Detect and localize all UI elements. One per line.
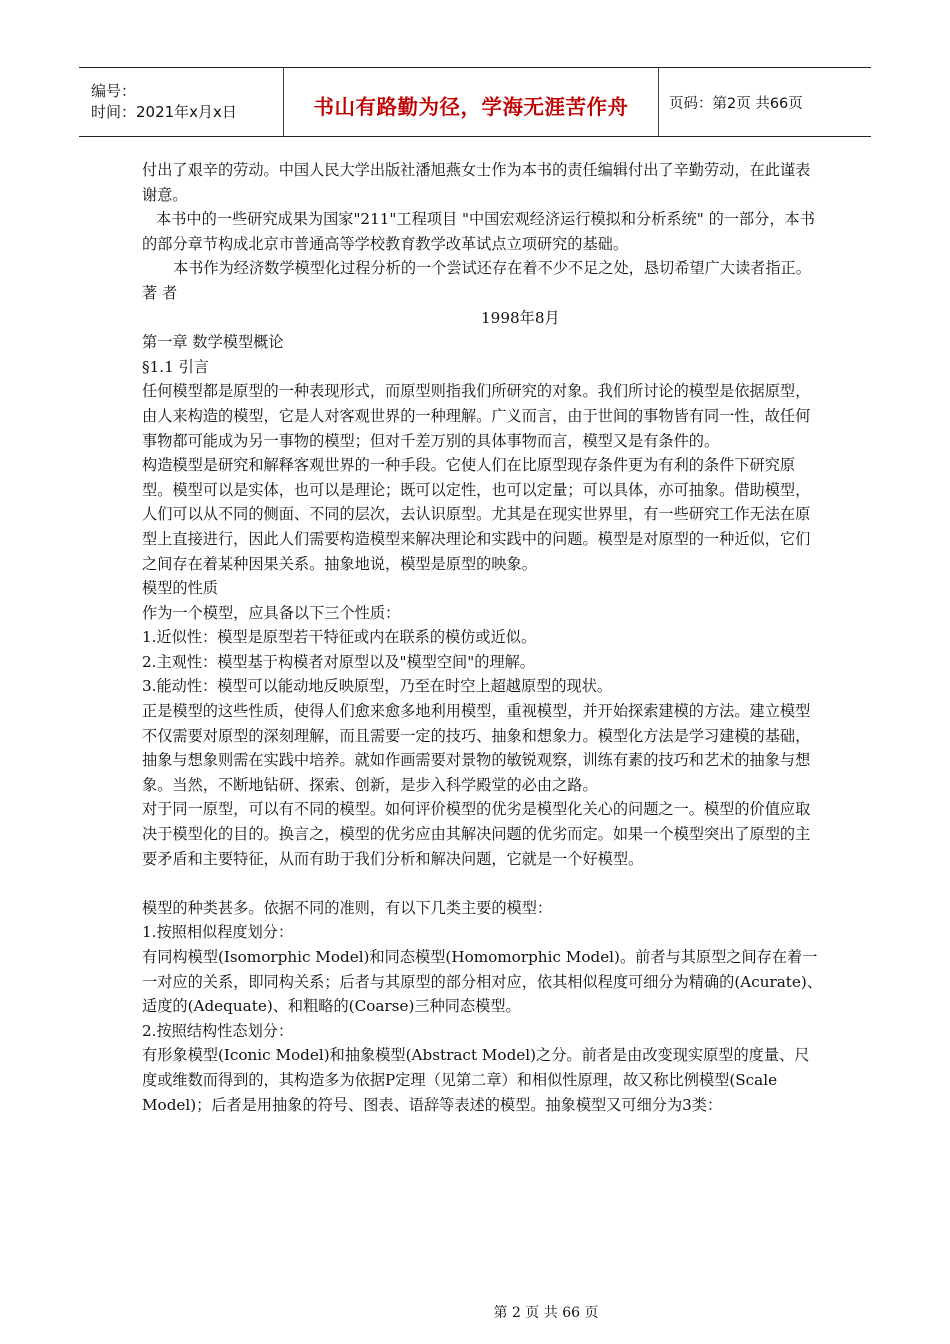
paragraph: 有同构模型(Isomorphic Model)和同态模型(Homomorphic Model)。前者与其原型之间存在着一一对应的关系，即同构关系；后者与其原型的部分相对应，依其相似程度可细分为精确的(Acurate)、适度的(Adequate)、和粗略的(Coarse)三种同态模型。 [142, 948, 823, 1016]
motto-text: 书山有路勤为径，学海无涯苦作舟 [313, 95, 629, 119]
paragraph: 对于同一原型，可以有不同的模型。如何评价模型的优劣是模型化关心的问题之一。模型的价值应取决于模型化的目的。换言之，模型的优劣应由其解决问题的优劣而定。如果一个模型突出了原型的主要矛盾和主要特征，从而有助于我们分析和解决问题，它就是一个好模型。 [142, 800, 811, 868]
classification-heading: 2.按照结构性态划分： [142, 1021, 294, 1040]
paragraph: 本书中的一些研究成果为国家"211"工程项目 "中国宏观经济运行模拟和分析系统" 的一部分，本书的部分章节构成北京市普通高等学校教育教学改革试点立项研究的基础。 [142, 210, 815, 253]
list-item: 3.能动性：模型可以能动地反映原型，乃至在时空上超越原型的现状。 [142, 677, 613, 696]
paragraph: 任何模型都是原型的一种表现形式，而原型则指我们所研究的对象。我们所讨论的模型是依据原型，由人来构造的模型，它是人对客观世界的一种理解。广义而言，由于世间的事物皆有同一性，故任何事物都可能成为另一事物的模型；但对千差万别的具体事物而言，模型又是有条件的。 [142, 382, 811, 450]
author-signature: 著 者 [142, 283, 178, 302]
page-header [79, 67, 871, 137]
footer-page-number: 第 2 页 共 66 页 [493, 1305, 599, 1321]
page-info-text: 页码：第2页 共66页 [669, 95, 803, 112]
paragraph: 付出了艰辛的劳动。中国人民大学出版社潘旭燕女士作为本书的责任编辑付出了辛勤劳动，在此谨表谢意。 [142, 161, 811, 204]
paragraph: 模型的种类甚多。依据不同的准则，有以下几类主要的模型： [142, 898, 553, 917]
number-label: 编号： [91, 82, 137, 100]
section-title: §1.1 引言 [142, 357, 209, 376]
header-page-info [659, 68, 871, 136]
paragraph: 正是模型的这些性质，使得人们愈来愈多地利用模型，重视模型，并开始探索建模的方法。建立模型不仅需要对原型的深刻理解，而且需要一定的技巧、抽象和想象力。模型化方法是学习建模的基础，抽象与想象则需在实践中培养。就如作画需要对景物的敏锐观察，训练有素的技巧和艺术的抽象与想象。当然，不断地钻研、探索、创新，是步入科学殿堂的必由之路。 [142, 702, 811, 794]
list-item: 1.近似性：模型是原型若干特征或内在联系的模仿或近似。 [142, 628, 537, 647]
time-label: 时间：2021年x月x日 [91, 103, 237, 121]
subheading: 模型的性质 [142, 579, 218, 598]
paragraph: 有形象模型(Iconic Model)和抽象模型(Abstract Model)之分。前者是由改变现实原型的度量、尺度或维数而得到的，其构造多为依据P定理（见第二章）和相似性原理，故又称比例模型(Scale Model)；后者是用抽象的符号、图表、语辞等表述的模型。抽象模型又可细分为3类： [142, 1046, 810, 1114]
header-meta [79, 68, 284, 136]
paragraph: 构造模型是研究和解释客观世界的一种手段。它使人们在比原型现存条件更为有利的条件下研究原型。模型可以是实体，也可以是理论；既可以定性，也可以定量；可以具体，亦可抽象。借助模型，人们可以从不同的侧面、不同的层次，去认识原型。尤其是在现实世界里，有一些研究工作无法在原型上直接进行，因此人们需要构造模型来解决理论和实践中的问题。模型是对原型的一种近似，它们之间存在着某种因果关系。抽象地说，模型是原型的映象。 [142, 456, 811, 573]
document-body [142, 158, 822, 1117]
paragraph: 作为一个模型，应具备以下三个性质： [142, 603, 401, 622]
page-footer [0, 1302, 950, 1322]
classification-heading: 1.按照相似程度划分： [142, 923, 294, 942]
date-line: 1998年8月 [481, 308, 560, 327]
chapter-title: 第一章 数学模型概论 [142, 333, 284, 352]
blank-line [142, 871, 822, 896]
list-item: 2.主观性：模型基于构模者对原型以及"模型空间"的理解。 [142, 652, 535, 671]
header-motto [284, 68, 659, 136]
paragraph: 本书作为经济数学模型化过程分析的一个尝试还存在着不少不足之处，恳切希望广大读者指正。 [173, 259, 811, 278]
